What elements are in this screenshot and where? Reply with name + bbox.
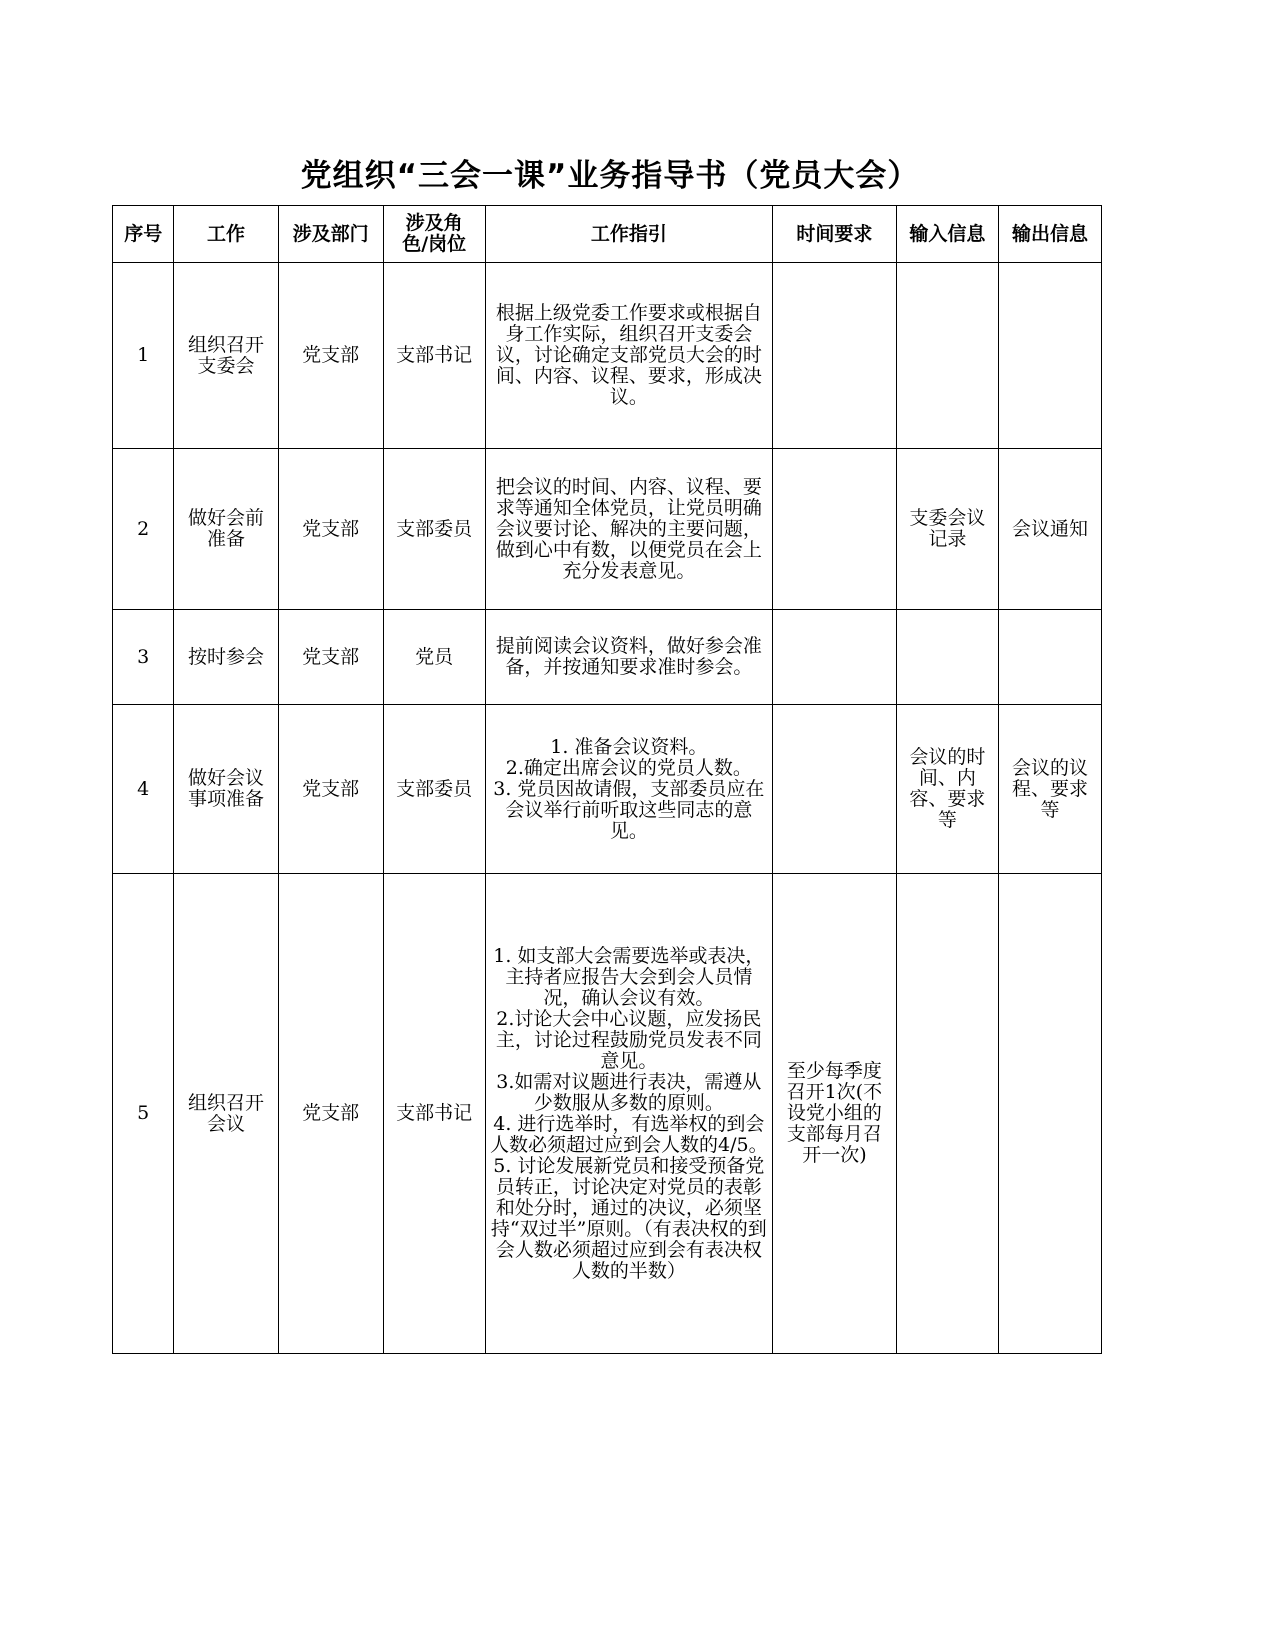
cell-dept: 党支部 [278, 449, 383, 610]
guide-table [112, 205, 1102, 1354]
cell-time: 至少每季度召开1次(不设党小组的支部每月召开一次) [773, 874, 897, 1354]
cell-guide [485, 449, 772, 610]
cell-output: 会议的议程、要求等 [998, 705, 1101, 874]
cell-no: 5 [113, 874, 174, 1354]
cell-no: 3 [113, 610, 174, 705]
table-row [113, 610, 1102, 705]
cell-work: 组织召开会议 [174, 874, 278, 1354]
cell-no: 4 [113, 705, 174, 874]
cell-guide [485, 874, 772, 1354]
cell-output [998, 263, 1101, 449]
cell-role: 党员 [383, 610, 485, 705]
header-work: 工作 [174, 206, 278, 263]
cell-role: 支部委员 [383, 449, 485, 610]
cell-role: 支部书记 [383, 874, 485, 1354]
cell-output [998, 610, 1101, 705]
cell-input [896, 874, 998, 1354]
guide-text: 把会议的时间、内容、议程、要求等通知全体党员，让党员明确会议要讨论、解决的主要问题，做到心中有数，以便党员在会上充分发表意见。 [495, 475, 762, 582]
cell-no: 2 [113, 449, 174, 610]
cell-guide [485, 705, 772, 874]
header-guide: 工作指引 [485, 206, 772, 263]
guide-text: 根据上级党委工作要求或根据自身工作实际，组织召开支委会议，讨论确定支部党员大会的时间、内容、议程、要求，形成决议。 [495, 302, 762, 408]
cell-dept: 党支部 [278, 263, 383, 449]
cell-time [773, 610, 897, 705]
header-input: 输入信息 [896, 206, 998, 263]
cell-work: 按时参会 [174, 610, 278, 705]
header-output: 输出信息 [998, 206, 1101, 263]
cell-time [773, 263, 897, 449]
cell-role: 支部委员 [383, 705, 485, 874]
cell-work: 组织召开支委会 [174, 263, 278, 449]
guide-text: 提前阅读会议资料，做好参会准备，并按通知要求准时参会。 [495, 635, 762, 678]
cell-input [896, 263, 998, 449]
cell-dept: 党支部 [278, 610, 383, 705]
cell-work: 做好会前准备 [174, 449, 278, 610]
cell-output [998, 874, 1101, 1354]
cell-input: 支委会议记录 [896, 449, 998, 610]
cell-dept: 党支部 [278, 705, 383, 874]
cell-time [773, 705, 897, 874]
guide-text: 1. 准备会议资料。 2.确定出席会议的党员人数。 3. 党员因故请假，支部委员应在会议举行前听取这些同志的意见。 [493, 735, 765, 842]
table-row [113, 874, 1102, 1354]
cell-work: 做好会议事项准备 [174, 705, 278, 874]
cell-role: 支部书记 [383, 263, 485, 449]
header-row [113, 206, 1102, 263]
cell-no: 1 [113, 263, 174, 449]
cell-time [773, 449, 897, 610]
cell-dept: 党支部 [278, 874, 383, 1354]
guide-text: 1. 如支部大会需要选举或表决，主持者应报告大会到会人员情况，确认会议有效。 2.讨论大会中心议题，应发扬民主，讨论过程鼓励党员发表不同意见。 3.如需对议题进行表决，需遵从少数服从多数的原则。 4. 进行选举时，有选举权的到会人数必须超过应到会人数的4/5。 5. 讨论发展新党员和接受预备党员转正，讨论决定对党员的表彰和处分时，通过的决议，必须坚持“双过半”原则。（有表决权的到会人数必须超过应到会有表决权人数的半数） [490, 944, 768, 1282]
header-no: 序号 [113, 206, 174, 263]
header-role: 涉及角色/岗位 [383, 206, 485, 263]
cell-guide [485, 263, 772, 449]
table-row [113, 449, 1102, 610]
table-row [113, 705, 1102, 874]
header-time: 时间要求 [773, 206, 897, 263]
cell-input [896, 610, 998, 705]
table-row [113, 263, 1102, 449]
header-dept: 涉及部门 [278, 206, 383, 263]
page-title: 党组织“三会一课”业务指导书（党员大会） [300, 158, 920, 194]
cell-output: 会议通知 [998, 449, 1101, 610]
cell-guide [485, 610, 772, 705]
cell-input: 会议的时间、内容、要求等 [896, 705, 998, 874]
